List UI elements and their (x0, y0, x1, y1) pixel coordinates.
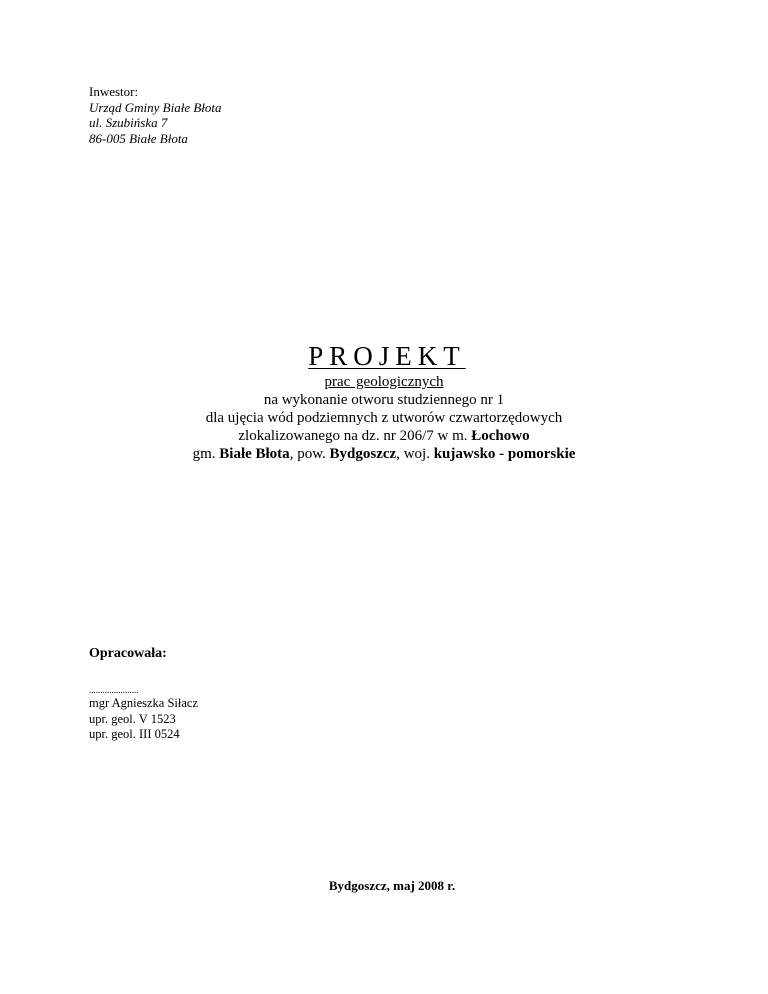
investor-street: ul. Szubińska 7 (89, 115, 168, 130)
pow-name: Bydgoszcz (329, 446, 397, 462)
investor-name: Urząd Gminy Białe Błota (89, 99, 222, 115)
description-line-4 (0, 445, 768, 463)
description-line-3 (0, 427, 768, 445)
place-date: Bydgoszcz, maj 2008 r. (328, 878, 456, 893)
description-line-2: dla ujęcia wód podziemnych z utworów czwartorzędowych (205, 410, 563, 426)
investor-label: Inwestor: (89, 84, 139, 99)
investor-block (89, 84, 222, 146)
location-place: Łochowo (471, 428, 530, 444)
document-subtitle: prac geologicznych (324, 374, 444, 390)
location-prefix: zlokalizowanego na dz. nr 206/7 w m. (238, 428, 472, 444)
document-title: PROJEKT (308, 341, 466, 371)
pow-prefix: , pow. (289, 446, 330, 462)
title-block (0, 340, 768, 463)
author-name: mgr Agnieszka Siłacz (89, 696, 198, 710)
author-license-1: upr. geol. V 1523 (89, 711, 176, 726)
author-heading: Opracowała: (89, 646, 167, 661)
signature-line: ...................... (89, 685, 139, 695)
woj-prefix: , woj. (396, 446, 434, 462)
woj-name: kujawsko - pomorskie (433, 446, 576, 462)
author-license-2: upr. geol. III 0524 (89, 727, 180, 741)
gm-prefix: gm. (192, 446, 220, 462)
author-block (89, 684, 198, 743)
description-line-1: na wykonanie otworu studziennego nr 1 (263, 392, 505, 408)
investor-postal: 86-005 Białe Błota (89, 130, 188, 146)
gm-name: Białe Błota (219, 446, 290, 462)
